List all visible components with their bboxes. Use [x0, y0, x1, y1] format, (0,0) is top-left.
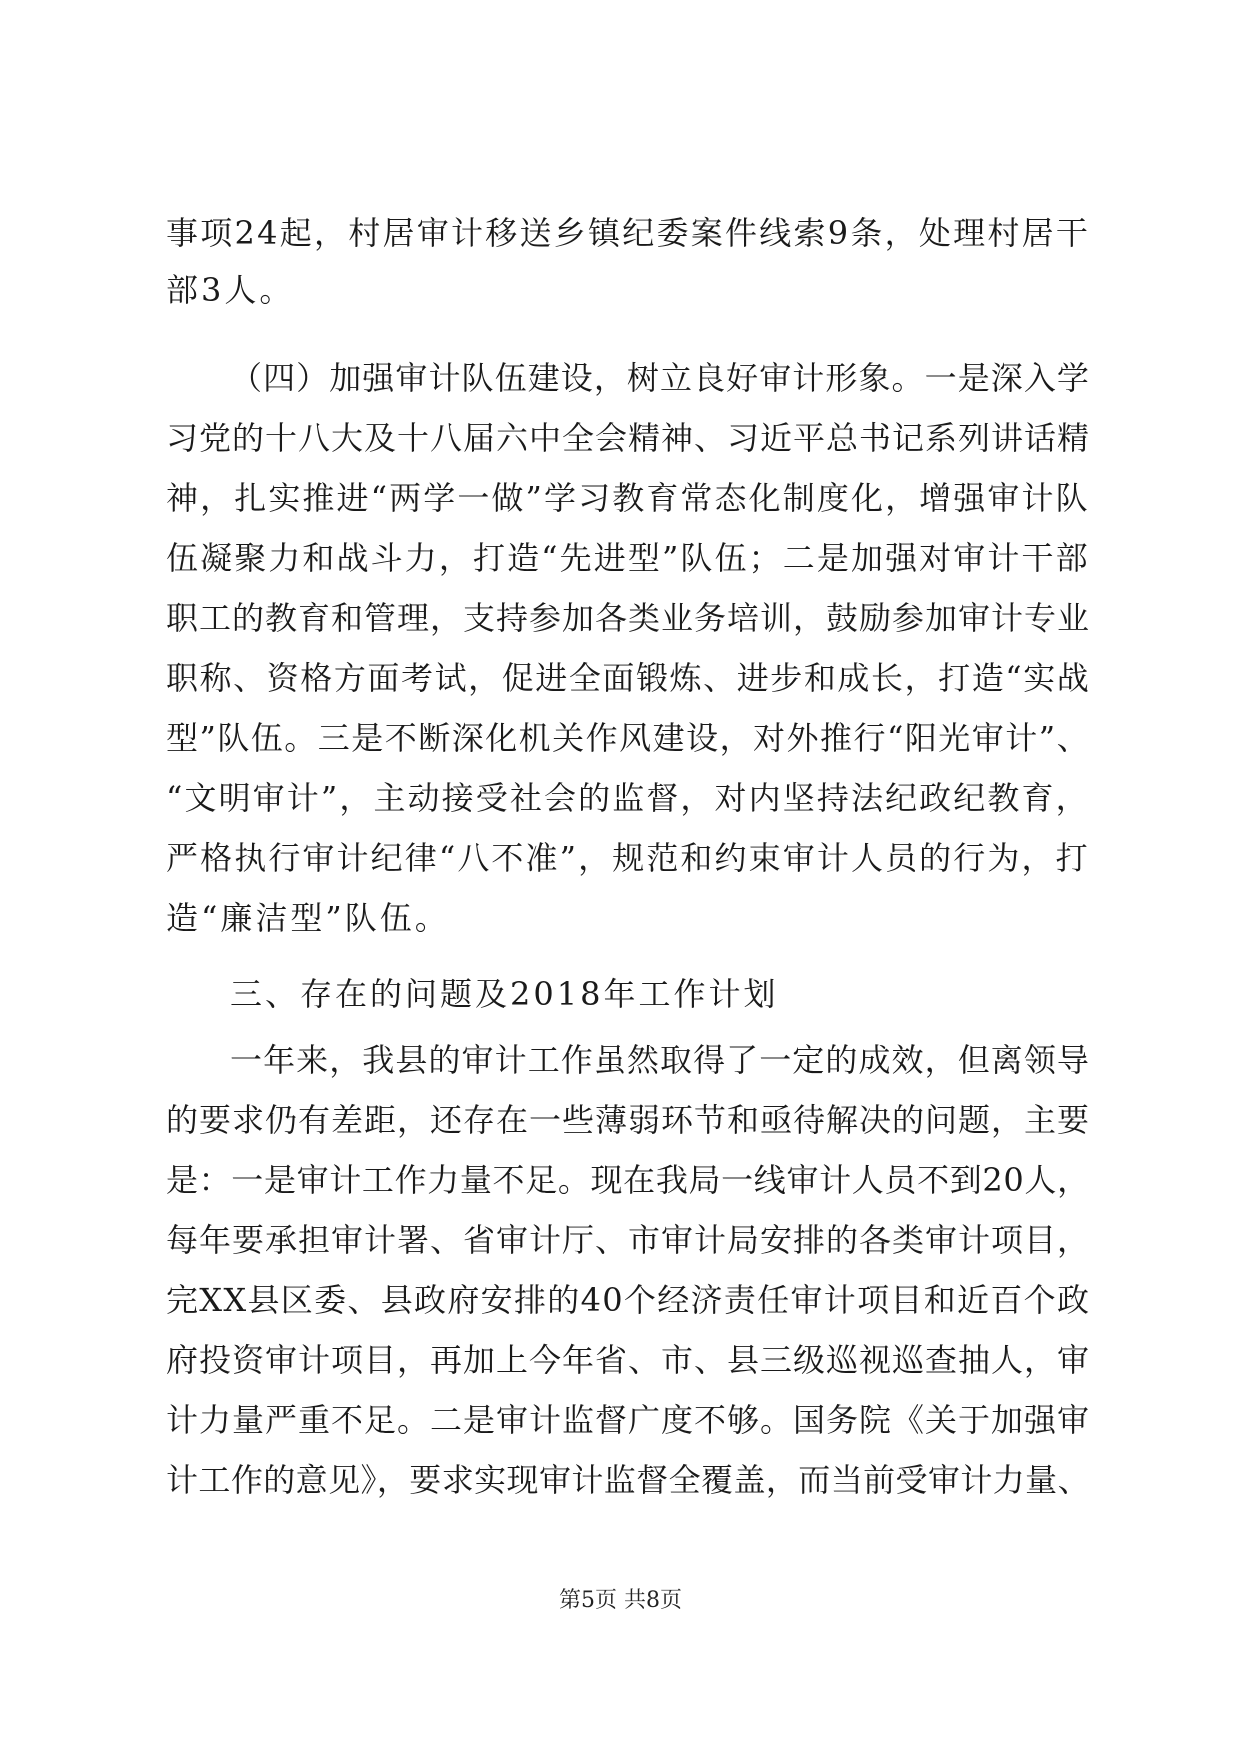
text-line: 造“廉洁型”队伍。 [166, 899, 450, 937]
text-line: 神，扎实推进“两学一做”学习教育常态化制度化，增强审计队 [166, 479, 1090, 517]
text-line: 的要求仍有差距，还存在一些薄弱环节和亟待解决的问题，主要 [166, 1101, 1091, 1139]
section-heading: 三、存在的问题及2018年工作计划 [230, 975, 779, 1013]
paragraph-first-line: （四）加强审计队伍建设，树立良好审计形象。一是深入学 [230, 359, 1091, 397]
text-line: 是：一是审计工作力量不足。现在我局一线审计人员不到20人， [166, 1161, 1090, 1199]
paragraph-first-line: 一年来，我县的审计工作虽然取得了一定的成效，但离领导 [230, 1041, 1091, 1079]
text-line: “文明审计”，主动接受社会的监督，对内坚持法纪政纪教育， [166, 779, 1090, 817]
text-line: 计力量严重不足。二是审计监督广度不够。国务院《关于加强审 [166, 1401, 1091, 1439]
text-line: 职称、资格方面考试，促进全面锻炼、进步和成长，打造“实战 [166, 659, 1091, 697]
text-line: 部3人。 [166, 271, 295, 309]
text-line: 府投资审计项目，再加上今年省、市、县三级巡视巡查抽人，审 [166, 1341, 1091, 1379]
text-line: 每年要承担审计署、省审计厅、市审计局安排的各类审计项目， [166, 1221, 1091, 1259]
text-line: 完XX县区委、县政府安排的40个经济责任审计项目和近百个政 [166, 1281, 1091, 1319]
text-line: 伍凝聚力和战斗力，打造“先进型”队伍；二是加强对审计干部 [166, 539, 1090, 577]
text-line: 计工作的意见》，要求实现审计监督全覆盖，而当前受审计力量、 [166, 1461, 1091, 1499]
text-line: 型”队伍。三是不断深化机关作风建设，对外推行“阳光审计”、 [166, 719, 1091, 757]
text-line: 事项24起，村居审计移送乡镇纪委案件线索9条，处理村居干 [166, 214, 1091, 252]
page-footer: 第5页 共8页 [559, 1588, 682, 1613]
text-line: 严格执行审计纪律“八不准”，规范和约束审计人员的行为，打 [166, 839, 1090, 877]
text-line: 习党的十八大及十八届六中全会精神、习近平总书记系列讲话精 [166, 419, 1091, 457]
text-line: 职工的教育和管理，支持参加各类业务培训，鼓励参加审计专业 [166, 599, 1091, 637]
